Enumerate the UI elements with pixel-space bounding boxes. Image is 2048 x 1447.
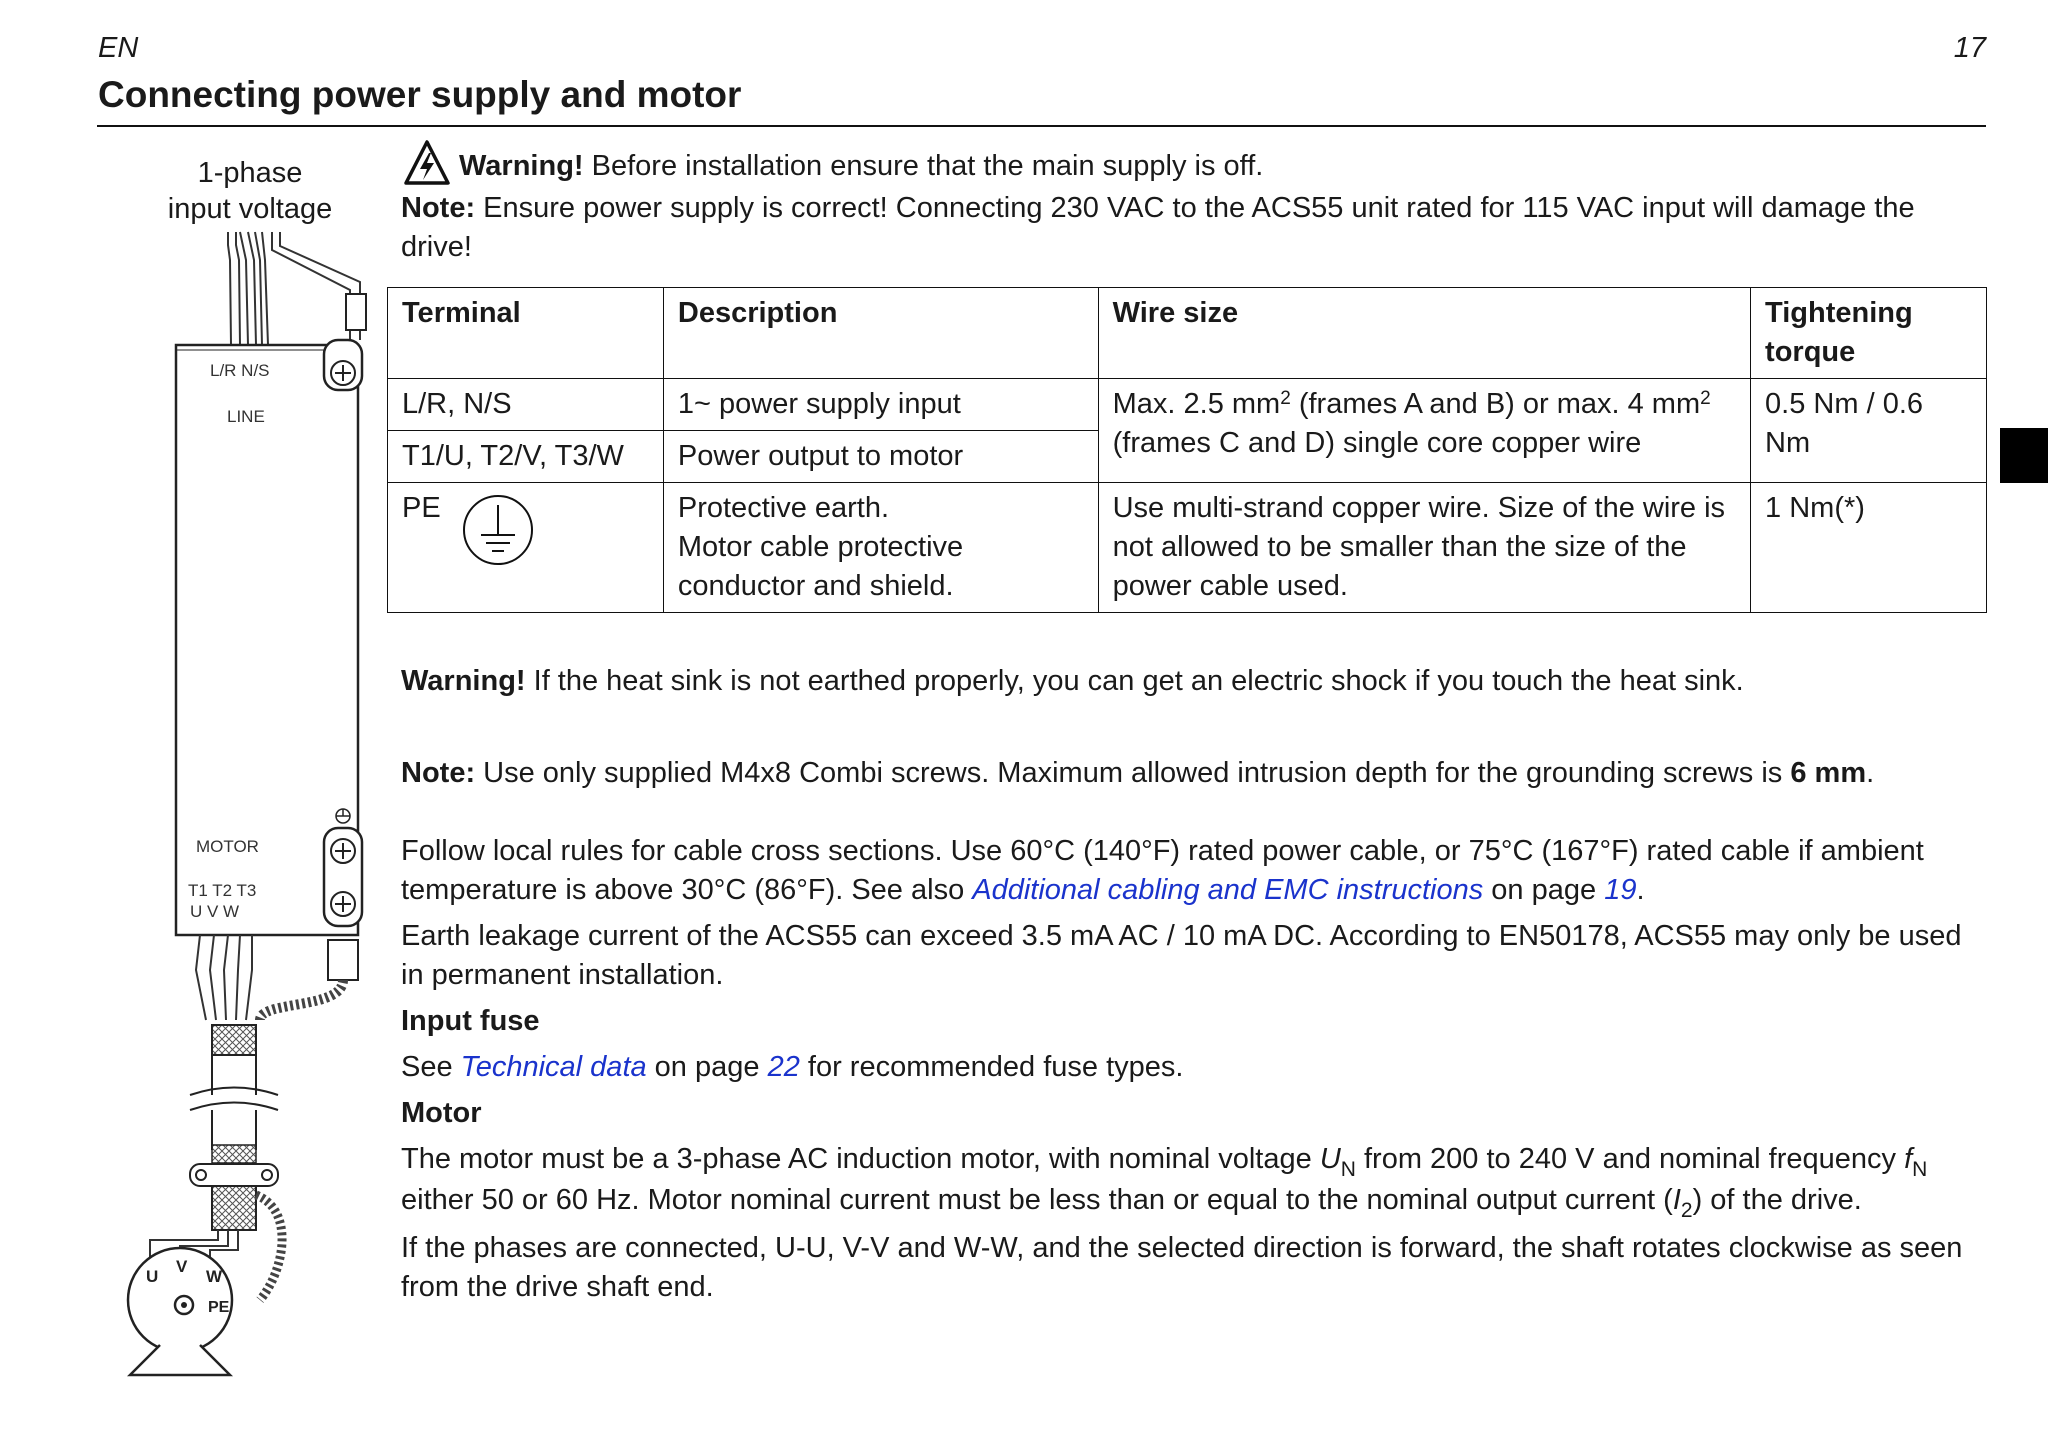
motor-heading: Motor	[401, 1097, 482, 1129]
note-screws: Note: Use only supplied M4x8 Combi screws. Maximum allowed intrusion depth for the grounding screws is 6 mm.	[401, 757, 1875, 789]
table-cell-wire-size: Use multi-strand copper wire. Size of the wire is not allowed to be smaller than the size of the power cable used.	[1098, 483, 1750, 613]
table-cell-description: 1~ power supply input	[663, 379, 1098, 431]
table-cell-terminal: L/R, N/S	[388, 379, 664, 431]
input-fuse-paragraph: See Technical data on page 22 for recommended fuse types.	[401, 1051, 1184, 1083]
link-page-22[interactable]: 22	[767, 1051, 800, 1083]
wiring-diagram	[110, 220, 380, 1380]
terminal-table	[387, 287, 1987, 613]
input-fuse-heading: Input fuse	[401, 1005, 540, 1037]
diagram-input-label: 1-phase input voltage	[167, 157, 333, 225]
table-cell-terminal: PE	[388, 483, 664, 613]
content-lower	[401, 662, 1986, 1307]
table-cell-description: Protective earth. Motor cable protective conductor and shield.	[663, 483, 1098, 613]
cable-paragraph: Follow local rules for cable cross sections. Use 60°C (140°F) rated power cable, or 75°C (167°F) rated cable if ambient temperature is above 30°C (86°F). See also Additional cabling and EMC instructions on page 19.	[401, 835, 1924, 906]
protective-earth-icon	[461, 493, 535, 567]
svg-text:V: V	[176, 1257, 188, 1276]
link-technical-data[interactable]: Technical data	[460, 1051, 647, 1083]
table-cell-torque: 1 Nm(*)	[1751, 483, 1987, 613]
table-row	[388, 483, 1987, 613]
warning-triangle-icon	[403, 139, 451, 187]
warning-heat-sink: Warning! If the heat sink is not earthed properly, you can get an electric shock if you touch the heat sink.	[401, 665, 1744, 697]
table-header-cell: Wire size	[1098, 288, 1750, 379]
leakage-paragraph: Earth leakage current of the ACS55 can exceed 3.5 mA AC / 10 mA DC. According to EN50178, ACS55 may only be used in permanent installation.	[401, 920, 1962, 991]
content-column	[401, 145, 1986, 267]
svg-text:PE: PE	[208, 1299, 230, 1316]
motor-paragraph-1: The motor must be a 3-phase AC induction motor, with nominal voltage $U_N$ from 200 to 240 V and nominal frequency $f_N$ either 50 or 60 Hz. Motor nominal current must be less than or equal to the nominal output current $(I_2)$ of the drive.	[401, 1143, 1928, 1222]
svg-text:L/R N/S: L/R N/S	[210, 361, 270, 380]
section-title: Connecting power supply and motor	[98, 74, 742, 115]
svg-text:T1 T2 T3: T1 T2 T3	[188, 881, 257, 900]
svg-text:U V W: U V W	[190, 902, 240, 921]
table-header-cell: Description	[663, 288, 1098, 379]
table-cell-wire-size: Max. 2.5 $mm^2$ (frames A and B) or max. 4 $mm^2$ (frames C and D) single core copper wire	[1098, 379, 1750, 483]
link-page-19[interactable]: 19	[1604, 874, 1637, 906]
table-row	[388, 379, 1987, 431]
header-rule	[97, 125, 1986, 127]
note-power-supply: Note: Ensure power supply is correct! Connecting 230 VAC to the ACS55 unit rated for 115 VAC input will damage the drive!	[401, 192, 1915, 263]
table-cell-torque: 0.5 Nm / 0.6 Nm	[1751, 379, 1987, 483]
link-additional-cabling[interactable]: Additional cabling and EMC instructions	[972, 874, 1484, 906]
svg-text:MOTOR: MOTOR	[196, 837, 259, 856]
page-number: 17	[1953, 32, 1986, 64]
table-cell-description: Power output to motor	[663, 431, 1098, 483]
warning-installation: Warning! Before installation ensure that the main supply is off.	[401, 145, 1986, 187]
header-language: EN	[98, 32, 139, 64]
table-header-cell: Terminal	[388, 288, 664, 379]
svg-text:U: U	[146, 1267, 159, 1286]
table-header-cell: Tightening torque	[1751, 288, 1987, 379]
svg-text:LINE: LINE	[227, 407, 265, 426]
table-header-row	[388, 288, 1987, 379]
motor-paragraph-2: If the phases are connected, U-U, V-V and W-W, and the selected direction is forward, the shaft rotates clockwise as seen from the drive shaft end.	[401, 1232, 1963, 1303]
chapter-tab-marker	[2000, 428, 2048, 483]
svg-text:W: W	[206, 1267, 223, 1286]
table-cell-terminal: T1/U, T2/V, T3/W	[388, 431, 664, 483]
